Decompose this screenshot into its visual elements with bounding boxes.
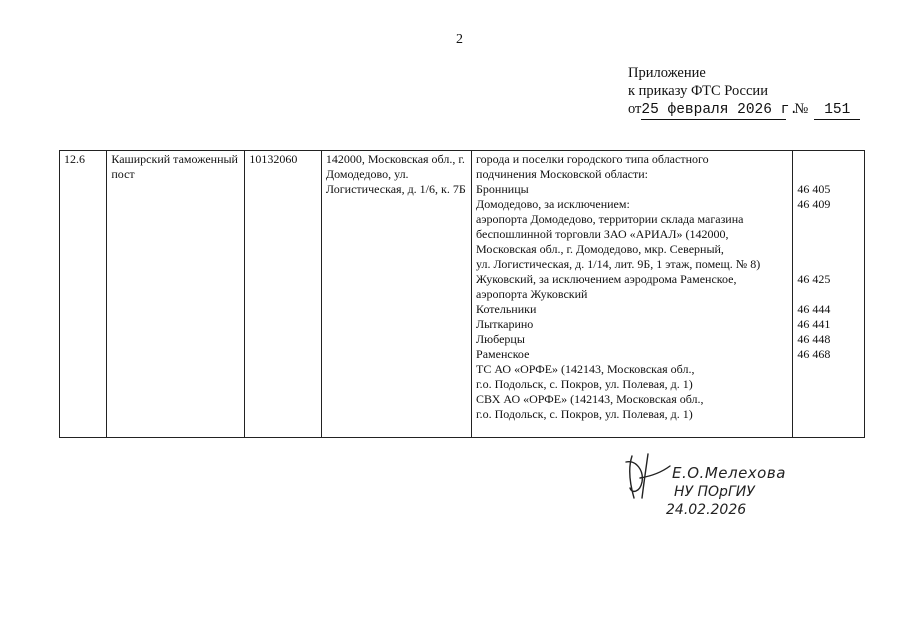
territory-line: Московская обл., г. Домодедово, мкр. Северный, — [476, 242, 724, 256]
oktmo-code: 46 448 — [797, 332, 831, 346]
row-number: 12.6 — [60, 151, 107, 438]
oktmo-code: 46 405 — [797, 182, 831, 196]
territory-line: Лыткарино — [476, 317, 534, 331]
territory-line: аэропорта Жуковский — [476, 287, 588, 301]
territory-line: ТС АО «ОРФЕ» (142143, Московская обл., — [476, 362, 695, 376]
post-name: Каширский таможенный пост — [107, 151, 245, 438]
oktmo-code: 46 444 — [797, 302, 831, 316]
signature-name: Е.О.Мелехова — [672, 464, 786, 482]
territory-cell — [472, 151, 793, 438]
signature-block — [618, 448, 828, 528]
post-code: 10132060 — [245, 151, 322, 438]
territory-line: Жуковский, за исключением аэродрома Раменское, — [476, 272, 737, 286]
date-prefix: от — [628, 101, 642, 117]
territory-line: ул. Логистическая, д. 1/14, лит. 9Б, 1 этаж, помещ. № 8) — [476, 257, 761, 271]
signature-department: НУ ПОрГИУ — [674, 484, 755, 500]
order-number: 151 — [814, 101, 860, 120]
oktmo-spacer — [797, 287, 860, 302]
oktmo-code: 46 425 — [797, 272, 831, 286]
oktmo-code: 46 441 — [797, 317, 831, 331]
oktmo-spacer — [797, 257, 860, 272]
oktmo-spacer — [797, 227, 860, 242]
territory-line: города и поселки городского типа областного — [476, 152, 709, 166]
post-address: 142000, Московская обл., г. Домодедово, ул. Логистическая, д. 1/6, к. 7Б — [321, 151, 471, 438]
annex-title: Приложение — [628, 65, 706, 81]
territory-line: Домодедово, за исключением: — [476, 197, 630, 211]
territory-line: Бронницы — [476, 182, 529, 196]
oktmo-spacer — [797, 212, 860, 227]
territory-line: подчинения Московской области: — [476, 167, 649, 181]
page-number: 2 — [456, 32, 463, 47]
territory-line: г.о. Подольск, с. Покров, ул. Полевая, д. 1) — [476, 407, 693, 421]
annex-header — [628, 64, 860, 120]
customs-posts-table — [59, 150, 865, 438]
order-date: 25 февраля 2026 г. — [641, 102, 799, 118]
oktmo-cell — [793, 151, 865, 438]
territory-line: Котельники — [476, 302, 537, 316]
territory-line: Раменское — [476, 347, 530, 361]
annex-order-line: к приказу ФТС России — [628, 83, 768, 99]
table-row — [60, 151, 865, 438]
oktmo-code: 46 468 — [797, 347, 831, 361]
oktmo-spacer — [797, 167, 860, 182]
annex-date-line — [628, 100, 860, 120]
territory-line: г.о. Подольск, с. Покров, ул. Полевая, д. 1) — [476, 377, 693, 391]
number-sign: № — [794, 101, 809, 117]
territory-line: аэропорта Домодедово, территории склада магазина — [476, 212, 744, 226]
territory-line: Люберцы — [476, 332, 525, 346]
oktmo-code: 46 409 — [797, 197, 831, 211]
oktmo-spacer — [797, 152, 860, 167]
territory-line: СВХ АО «ОРФЕ» (142143, Московская обл., — [476, 392, 704, 406]
signature-date: 24.02.2026 — [666, 502, 747, 518]
territory-line: беспошлинной торговли ЗАО «АРИАЛ» (142000, — [476, 227, 729, 241]
oktmo-spacer — [797, 242, 860, 257]
